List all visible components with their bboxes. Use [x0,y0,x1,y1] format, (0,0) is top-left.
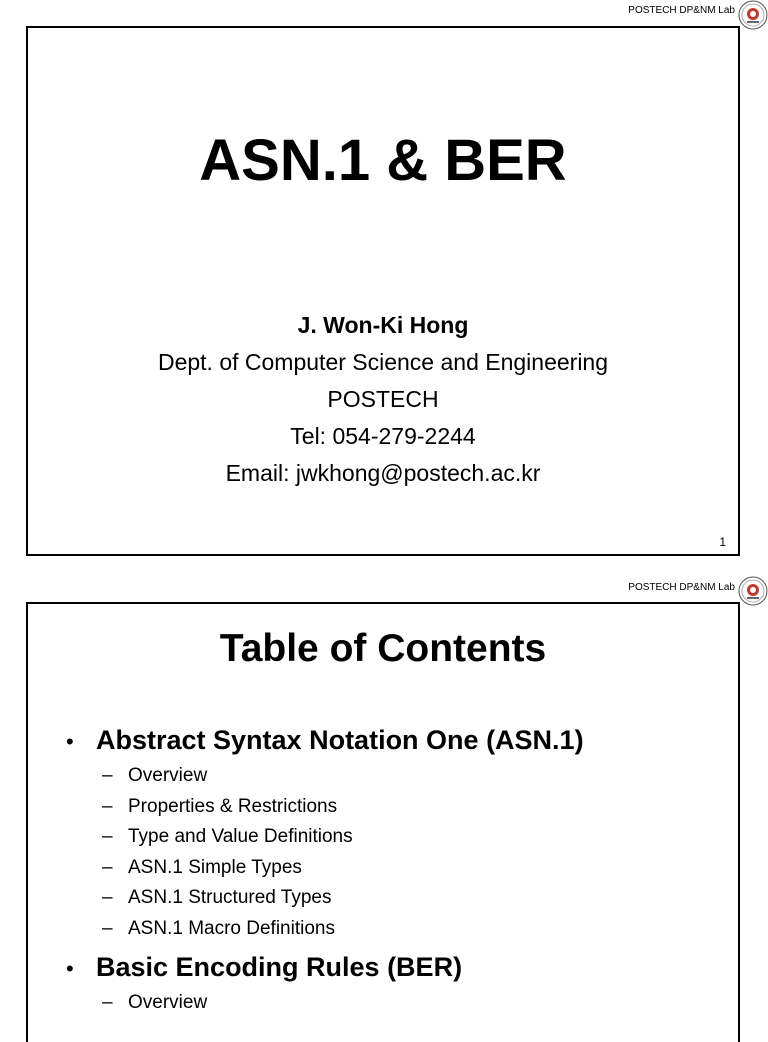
bullet-icon: • [66,729,74,754]
list-item-text: Overview [128,765,208,786]
toc-heading-text: Abstract Syntax Notation One (ASN.1) [96,725,584,755]
list-item: – ASN.1 Macro Definitions [102,914,738,945]
list-item-text: ASN.1 Structured Types [128,887,332,909]
toc-heading-text: Basic Encoding Rules (BER) [96,951,463,982]
toc-section [66,722,738,945]
list-item: – Type and Value Definitions [102,822,738,853]
list-item: – Overview [102,761,738,792]
page-number: 1 [719,535,726,549]
slide-2 [26,602,740,1042]
slide-1 [26,26,740,556]
list-item: – Overview [102,988,738,1019]
toc-heading [66,949,738,987]
author-tel: Tel: 054-279-2244 [290,423,476,449]
author-dept: Dept. of Computer Science and Engineering [157,349,609,375]
toc-section [66,949,738,1019]
toc-heading [66,722,738,760]
header-lab-label: POSTECH DP&NM Lab [628,5,735,16]
list-item: – Properties & Restrictions [102,792,738,823]
list-item-text: ASN.1 Macro Definitions [128,917,335,939]
list-item-text: Overview [128,991,208,1013]
list-item-text: ASN.1 Simple Types [128,856,302,878]
postech-logo-icon [738,576,768,606]
author-email: Email: jwkhong@postech.ac.kr [225,460,541,486]
toc-subitems [102,761,738,945]
author-name: J. Won-Ki Hong [297,312,469,338]
slide-title: ASN.1 & BER [199,128,567,193]
toc-subitems [102,988,738,1019]
list-item-text: Type and Value Definitions [128,826,353,848]
author-org: POSTECH [327,386,439,412]
author-block [28,307,738,492]
bullet-icon: • [66,955,74,981]
postech-logo-icon [738,0,768,30]
header-lab-label: POSTECH DP&NM Lab [628,582,735,593]
list-item: – ASN.1 Simple Types [102,853,738,884]
slide-title: Table of Contents [219,627,547,670]
list-item: – ASN.1 Structured Types [102,883,738,914]
list-item-text: Properties & Restrictions [128,795,338,817]
table-of-contents [66,722,738,1022]
